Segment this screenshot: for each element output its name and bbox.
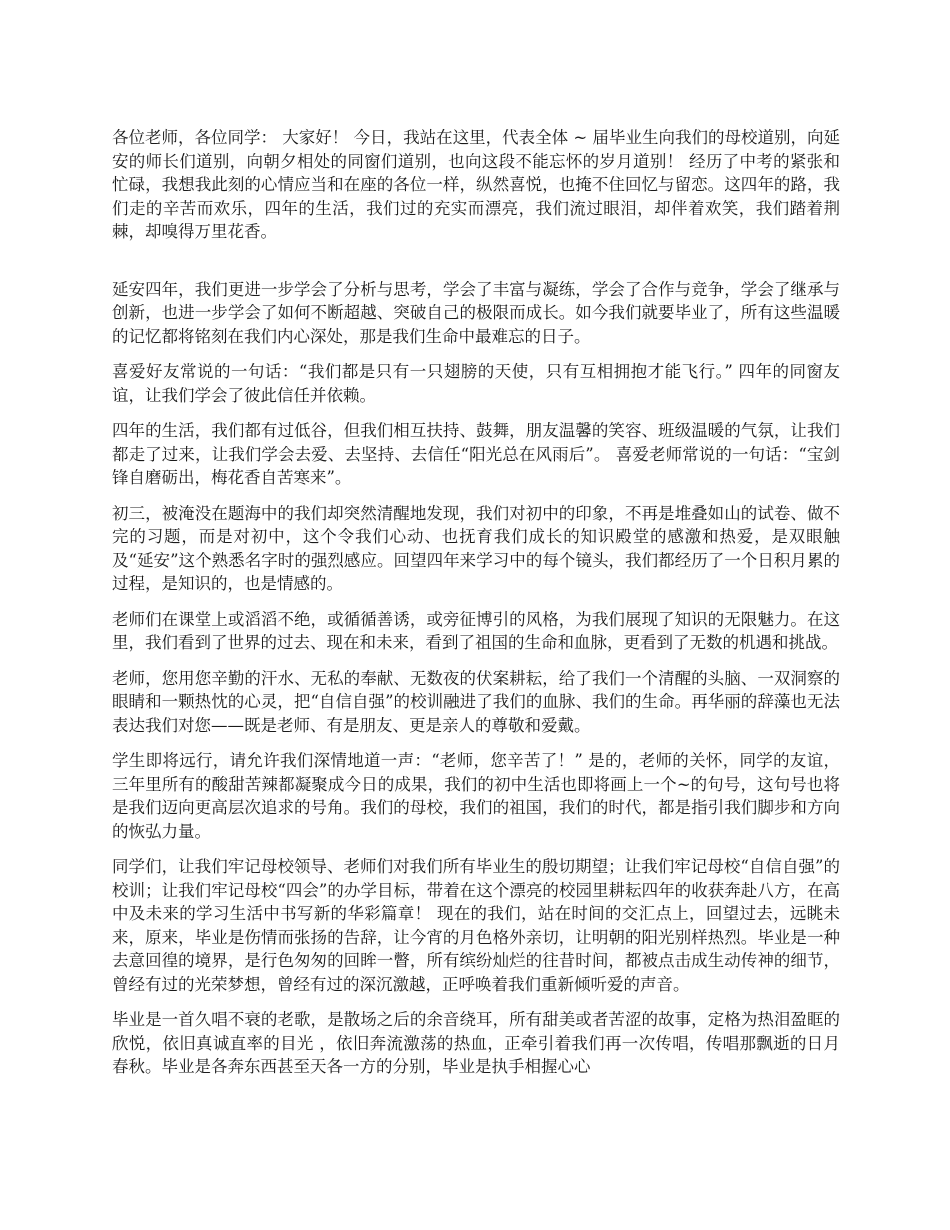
paragraph-4: 四年的生活，我们都有过低谷，但我们相互扶持、鼓舞，朋友温馨的笑容、班级温暖的气氛，让我们都走了过来，让我们学会去爱、去坚持、去信任“阳光总在风雨后”。 喜爱老师常说的一句话：“宝剑锋自磨砺出，梅花香自苦寒来”。 [112, 421, 840, 487]
paragraph-5: 初三，被淹没在题海中的我们却突然清醒地发现，我们对初中的印象，不再是堆叠如山的试卷、做不完的习题，而是对初中，这个令我们心动、也抚育我们成长的知识殿堂的感激和热爱，是双眼触及“延安”这个熟悉名字时的强烈感应。回望四年来学习中的每个镜头，我们都经历了一个日积月累的过程，是知识的，也是情感的。 [112, 503, 840, 593]
paragraph-2: 延安四年，我们更进一步学会了分析与思考，学会了丰富与凝练，学会了合作与竞争，学会了继承与创新，也进一步学会了如何不断超越、突破自己的极限而成长。如今我们就要毕业了，所有这些温暖的记忆都将铭刻在我们内心深处，那是我们生命中最难忘的日子。 [112, 279, 840, 346]
paragraph-6: 老师们在课堂上或滔滔不绝，或循循善诱，或旁征博引的风格，为我们展现了知识的无限魅力。在这里，我们看到了世界的过去、现在和未来，看到了祖国的生命和血脉，更看到了无数的机遇和挑战。 [112, 609, 840, 652]
paragraph-8: 学生即将远行，请允许我们深情地道一声：“老师，您辛苦了！” 是的，老师的关怀，同学的友谊，三年里所有的酸甜苦辣都凝聚成今日的成果，我们的初中生活也即将画上一个~的句号，这句号也将是我们迈向更高层次追求的号角。我们的母校，我们的祖国，我们的时代，都是指引我们脚步和方向的恢弘力量。 [112, 751, 840, 841]
paragraph-7: 老师，您用您辛勤的汗水、无私的奉献、无数夜的伏案耕耘，给了我们一个清醒的头脑、一双洞察的眼睛和一颗热忱的心灵，把“自信自强”的校训融进了我们的血脉、我们的生命。再华丽的辞藻也无法表达我们对您——既是老师、有是朋友、更是亲人的尊敬和爱戴。 [112, 668, 840, 735]
paragraph-10: 毕业是一首久唱不衰的老歌，是散场之后的余音绕耳，所有甜美或者苦涩的故事，定格为热泪盈眶的欣悦，依旧真诚直率的目光 ，依旧奔流激荡的热血，正牵引着我们再一次传唱，传唱那飘逝的日月春秋。毕业是各奔东西甚至天各一方的分别，毕业是执手相握心心 [112, 1010, 840, 1076]
paragraph-3: 喜爱好友常说的一句话：“我们都是只有一只翅膀的天使，只有互相拥抱才能飞行。” 四年的同窗友谊，让我们学会了彼此信任并依赖。 [112, 362, 840, 405]
document-body [112, 126, 840, 1091]
paragraph-9: 同学们，让我们牢记母校领导、老师们对我们所有毕业生的殷切期望；让我们牢记母校“自信自强”的校训；让我们牢记母校“四会”的办学目标，带着在这个漂亮的校园里耕耘四年的收获奔赴八方，在高中及未来的学习生活中书写新的华彩篇章！ 现在的我们，站在时间的交汇点上，回望过去，远眺未来，原来，毕业是伤情而张扬的告辞，让今宵的月色格外亲切，让明朝的阳光别样热烈。毕业是一种去意回徨的境界，是行色匆匆的回眸一瞥，所有缤纷灿烂的往昔时间，都被点击成生动传神的细节，曾经有过的光荣梦想，曾经有过的深沉激越，正呼唤着我们重新倾听爱的声音。 [112, 857, 840, 994]
paragraph-1: 各位老师，各位同学： 大家好！ 今日，我站在这里，代表全体 ~ 届毕业生向我们的母校道别，向延安的师长们道别，向朝夕相处的同窗们道别，也向这段不能忘怀的岁月道别！ 经历了中考的紧张和忙碌，我想我此刻的心情应当和在座的各位一样，纵然喜悦，也掩不住回忆与留恋。这四年的路，我们走的辛苦而欢乐，四年的生活，我们过的充实而漂亮，我们流过眼泪，却伴着欢笑，我们踏着荆棘，却嗅得万里花香。 [112, 128, 840, 241]
